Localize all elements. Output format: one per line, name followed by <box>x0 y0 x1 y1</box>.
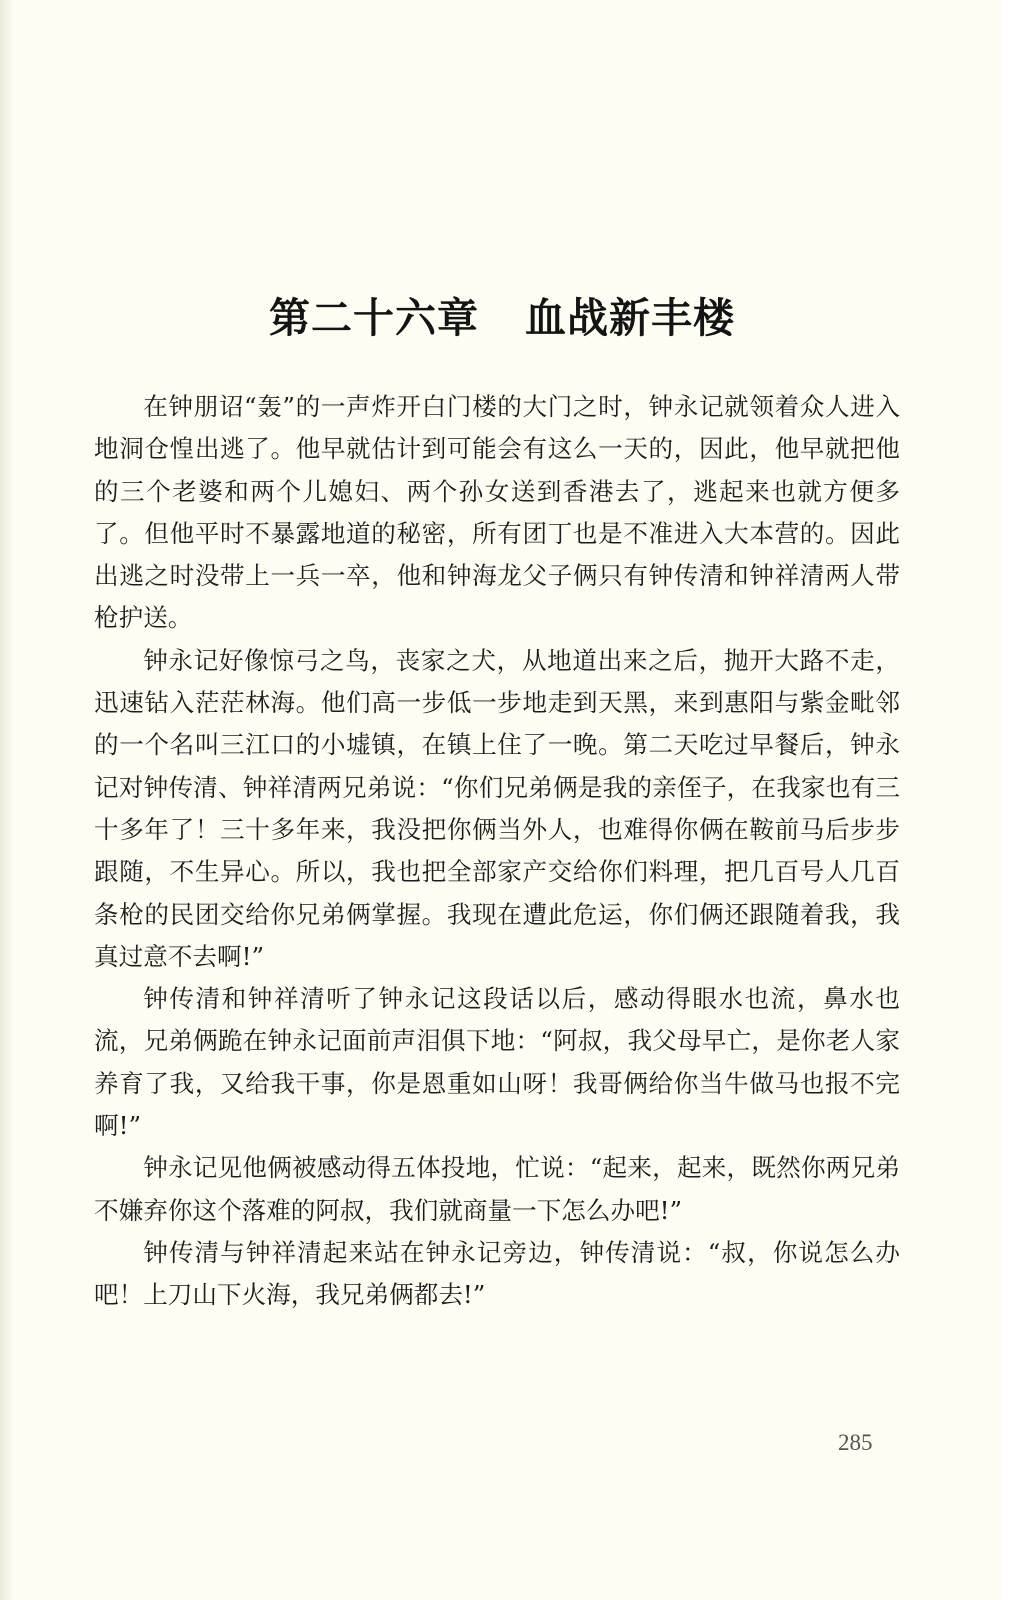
page-edge-shadow <box>0 0 14 1600</box>
paragraph: 钟传清和钟祥清听了钟永记这段话以后，感动得眼水也流，鼻水也流，兄弟俩跪在钟永记面前声泪俱下地：“阿叔，我父母早亡，是你老人家养育了我，又给我干事，你是恩重如山呀！我哥俩给你当牛做马也报不完啊!” <box>94 984 900 1141</box>
paragraph: 钟永记好像惊弓之鸟，丧家之犬，从地道出来之后，抛开大路不走，迅速钻入茫茫林海。他们高一步低一步地走到天黑，来到惠阳与紫金毗邻的一个名叫三江口的小墟镇，在镇上住了一晚。第二天吃过早餐后，钟永记对钟传清、钟祥清两兄弟说：“你们兄弟俩是我的亲侄子，在我家也有三十多年了！三十多年来，我没把你俩当外人，也难得你俩在鞍前马后步步跟随，不生异心。所以，我也把全部家产交给你们料理，把几百号人几百条枪的民团交给你兄弟俩掌握。我现在遭此危运，你们俩还跟随着我，我真过意不去啊!” <box>94 645 900 971</box>
paragraph: 钟传清与钟祥清起来站在钟永记旁边，钟传清说：“叔，你说怎么办吧！上刀山下火海，我兄弟俩都去!” <box>94 1237 900 1310</box>
chapter-name: 血战新丰楼 <box>525 294 735 343</box>
paragraph: 在钟朋诏“轰”的一声炸开白门楼的大门之时，钟永记就领着众人进入地洞仓惶出逃了。他早就估计到可能会有这么一天的，因此，他早就把他的三个老婆和两个儿媳妇、两个孙女送到香港去了，逃起来也就方便多了。但他平时不暴露地道的秘密，所有团丁也是不准进入大本营的。因此出逃之时没带上一兵一卒，他和钟海龙父子俩只有钟传清和钟祥清两人带枪护送。 <box>94 392 900 633</box>
page-number: 285 <box>838 1430 873 1455</box>
chapter-title <box>0 285 1004 344</box>
page-edge-margin <box>1002 0 1024 1600</box>
paragraph: 钟永记见他俩被感动得五体投地，忙说：“起来，起来，既然你两兄弟不嫌弃你这个落难的阿叔，我们就商量一下怎么办吧!” <box>94 1153 900 1225</box>
chapter-body <box>94 386 900 1317</box>
chapter-number: 第二十六章 <box>269 294 479 343</box>
